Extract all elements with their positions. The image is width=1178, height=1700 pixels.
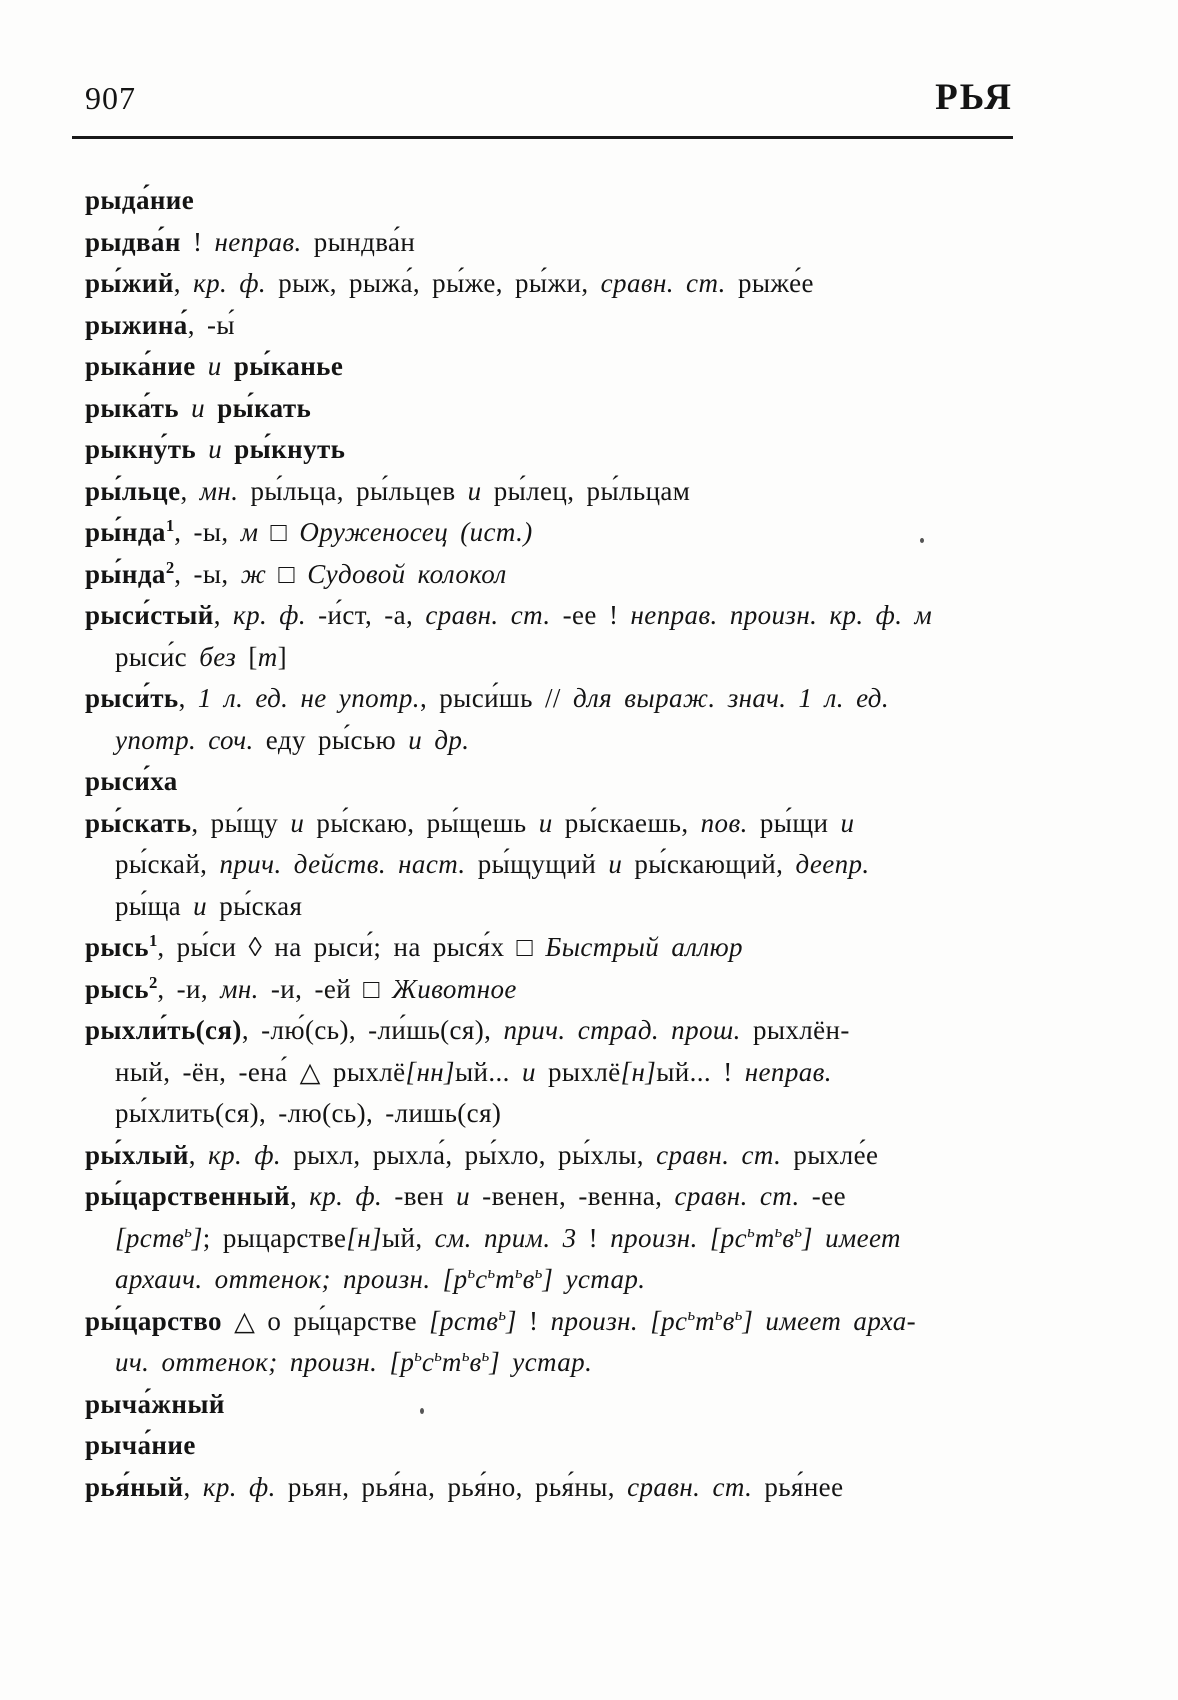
headword: ры́нда xyxy=(85,517,166,547)
headword: ры́льце xyxy=(85,475,181,506)
text-run: ] xyxy=(742,1305,754,1336)
dictionary-entry xyxy=(85,1176,1017,1301)
text-run: неправ. xyxy=(744,1056,832,1087)
text-run: устар. xyxy=(565,1264,646,1294)
text-run: ж xyxy=(240,558,267,589)
text-run: сравн. ст. xyxy=(627,1471,753,1502)
text-run: рья́нее xyxy=(752,1471,844,1502)
text-run: , xyxy=(188,1139,209,1170)
text-run: рыхле́е xyxy=(781,1139,879,1170)
text-run: ] xyxy=(489,1347,501,1377)
text-run: , рыси́шь // xyxy=(419,683,573,713)
text-run: ры́кнуть xyxy=(234,434,346,464)
text-run: , -ы́ xyxy=(187,309,235,340)
headword: рья́ный xyxy=(85,1471,184,1502)
text-run: Животное xyxy=(392,973,517,1004)
dictionary-entry xyxy=(85,346,1017,388)
text-run: сравн. ст. xyxy=(600,268,726,298)
dictionary-entry xyxy=(85,595,1017,678)
text-run: , xyxy=(213,600,234,630)
entries-list xyxy=(85,180,1017,1508)
text-run: [р xyxy=(389,1347,415,1377)
text-run: ры́ская xyxy=(207,890,303,921)
text-run: и xyxy=(193,890,208,921)
headword: рыка́ть xyxy=(85,392,179,423)
dictionary-entry xyxy=(85,388,1017,430)
text-run: в xyxy=(782,1222,795,1253)
text-run: сравн. ст. xyxy=(425,600,551,630)
dictionary-entry xyxy=(85,678,1017,761)
text-run: ры́канье xyxy=(233,351,344,381)
text-run: произн. xyxy=(610,1222,698,1253)
text-run: и xyxy=(195,351,234,381)
dictionary-entry xyxy=(85,1425,1017,1467)
text-run: [рств xyxy=(115,1222,185,1253)
text-run: -ее xyxy=(799,1181,846,1211)
text-run: , xyxy=(173,268,194,298)
text-run: -венен, -венна, xyxy=(470,1181,675,1211)
text-run: □ xyxy=(266,558,308,589)
headword: рыдва́н xyxy=(85,226,181,257)
headword: рыси́ть xyxy=(85,683,179,713)
dictionary-entry xyxy=(85,803,1017,928)
text-run: без xyxy=(199,641,237,672)
text-run: [рс xyxy=(709,1222,748,1253)
text-run: и xyxy=(467,475,482,506)
text-run: т xyxy=(695,1305,715,1336)
text-run: ый, xyxy=(381,1222,435,1253)
text-run: ь xyxy=(498,1304,506,1324)
text-run: мн. xyxy=(220,973,259,1004)
text-run: ь xyxy=(734,1304,743,1324)
text-run: ! xyxy=(180,226,215,257)
text-run: ры́скающий, xyxy=(622,849,796,879)
text-run: кр. ф. xyxy=(193,268,267,298)
text-run: неправ. xyxy=(214,226,302,257)
dictionary-entry xyxy=(85,554,1017,596)
page-header xyxy=(85,76,1013,119)
text-run: и др. xyxy=(408,724,470,755)
text-run: см. прим. 3 xyxy=(434,1222,577,1253)
text-run: 2 xyxy=(148,972,158,992)
text-run: ры́лец, ры́льцам xyxy=(481,475,691,506)
headword: рыда́ние xyxy=(85,185,195,215)
text-run: ры́скай, xyxy=(115,849,220,879)
headword: рыча́жный xyxy=(85,1388,225,1419)
text-run: т xyxy=(754,1222,775,1253)
text-run xyxy=(431,1264,443,1294)
dictionary-entry xyxy=(85,429,1017,471)
headword: ры́царственный xyxy=(85,1181,290,1211)
text-run: , -лю́(сь), -ли́шь(ся), xyxy=(241,1015,504,1045)
text-run: [рс xyxy=(650,1305,688,1336)
text-run: употр. соч. xyxy=(115,724,254,755)
text-run: 1 xyxy=(148,931,158,950)
dictionary-entry xyxy=(85,1010,1017,1135)
dictionary-entry xyxy=(85,180,1017,222)
text-run: ь xyxy=(687,1304,696,1324)
headword: ры́скать xyxy=(85,807,192,838)
text-run xyxy=(813,1223,825,1253)
text-run: ь xyxy=(461,1346,470,1365)
text-run: ь xyxy=(794,1221,802,1241)
text-run: деепр. xyxy=(795,849,870,879)
text-run: рыси́с xyxy=(115,641,200,672)
headword: рыжина́ xyxy=(85,309,188,340)
text-run: и xyxy=(290,807,305,838)
headword: рыкну́ть xyxy=(85,434,197,464)
headword: рысь xyxy=(85,932,149,962)
headword: рысь xyxy=(85,973,149,1004)
text-run: еду ры́сью xyxy=(253,724,409,755)
text-run: ; рыцарстве xyxy=(202,1222,347,1253)
text-run: □ xyxy=(258,517,300,547)
text-run: имеет xyxy=(825,1222,901,1253)
text-run: ь xyxy=(184,1221,192,1241)
text-run xyxy=(500,1347,512,1377)
text-run: и xyxy=(538,807,553,838)
text-run: [р xyxy=(442,1264,468,1294)
text-run: [н] xyxy=(620,1056,657,1087)
text-run: ь xyxy=(487,1263,496,1282)
text-run: ь xyxy=(774,1221,783,1241)
text-run: ! xyxy=(516,1305,551,1336)
headword: рыси́стый xyxy=(85,600,214,630)
headword: рыка́ние xyxy=(85,351,196,381)
text-run: рьян, рья́на, рья́но, рья́ны, xyxy=(275,1471,628,1502)
text-run xyxy=(638,1306,650,1336)
text-run: рыже́е xyxy=(725,268,814,298)
text-run: [ xyxy=(236,641,258,672)
text-run: ] xyxy=(542,1264,554,1294)
text-run: рыхл, рыхла́, ры́хло, ры́хлы, xyxy=(281,1139,657,1170)
headword: рыхли́ть(ся) xyxy=(85,1015,242,1045)
text-run: Судовой колокол xyxy=(307,558,507,589)
text-run: т xyxy=(441,1347,462,1377)
text-run: и xyxy=(456,1181,471,1211)
text-run: ] xyxy=(505,1305,517,1336)
text-run: 2 xyxy=(165,557,175,577)
text-run: рыхлён- xyxy=(740,1015,850,1045)
dictionary-entry xyxy=(85,305,1017,347)
text-run: прич. действ. наст. xyxy=(219,849,466,879)
dictionary-entry xyxy=(85,969,1017,1011)
dictionary-entry xyxy=(85,927,1017,969)
text-run: , -и, xyxy=(157,973,221,1004)
dictionary-entry xyxy=(85,1301,1017,1384)
text-run: с xyxy=(475,1264,488,1294)
text-run: т xyxy=(495,1264,516,1294)
text-run: и xyxy=(179,392,218,423)
dictionary-entry xyxy=(85,263,1017,305)
text-run: и xyxy=(840,807,855,838)
scan-artifact-dot xyxy=(420,1408,424,1414)
text-run: ь xyxy=(747,1221,755,1241)
text-run: и xyxy=(608,849,623,879)
scan-artifact-dot xyxy=(920,538,924,543)
text-run: ый... ! xyxy=(656,1056,745,1087)
text-run xyxy=(753,1306,765,1336)
text-run: ь xyxy=(467,1263,476,1282)
text-run: для выраж. знач. 1 л. ед. xyxy=(572,683,889,713)
text-run: 1 л. ед. не употр. xyxy=(197,683,420,713)
text-run: с xyxy=(421,1347,435,1377)
dictionary-entry xyxy=(85,222,1017,264)
text-run: -ее ! xyxy=(550,600,631,630)
dictionary-entry xyxy=(85,1467,1017,1509)
text-run: прич. страд. прош. xyxy=(503,1015,741,1045)
text-run: ный, -ён, -ена́ △ рыхлё xyxy=(115,1056,406,1087)
text-run: , xyxy=(178,683,198,713)
dictionary-entry xyxy=(85,512,1017,554)
text-run: ! xyxy=(576,1222,611,1253)
headword: ры́жий xyxy=(85,268,174,298)
text-run: ый... xyxy=(454,1056,522,1087)
text-run: , ры́щу xyxy=(191,807,291,838)
text-run: кр. ф. xyxy=(202,1471,276,1502)
text-run: , ры́си ◊ на рыси́; на рыся́х □ xyxy=(157,932,546,962)
dictionary-entry xyxy=(85,1384,1017,1426)
text-run: кр. ф. xyxy=(208,1139,282,1170)
dictionary-entry xyxy=(85,761,1017,803)
text-run: в xyxy=(722,1305,735,1336)
text-run: мн. xyxy=(199,475,239,506)
text-run: △ о ры́царстве xyxy=(221,1305,430,1336)
header-rule xyxy=(72,136,1013,139)
text-run: ры́ща xyxy=(115,890,194,921)
text-run: в xyxy=(522,1264,535,1294)
text-run: в xyxy=(469,1347,482,1377)
text-run: ] xyxy=(191,1222,203,1253)
text-run: [рств xyxy=(429,1305,499,1336)
text-run: и xyxy=(196,434,235,464)
text-run: , xyxy=(180,475,200,506)
text-run: Быстрый аллюр xyxy=(545,932,743,962)
headword: ры́нда xyxy=(85,558,166,589)
text-run: ь xyxy=(714,1304,723,1324)
text-run: ич. оттенок; произн. xyxy=(115,1347,378,1377)
text-run: рыж, рыжа́, ры́же, ры́жи, xyxy=(266,268,601,298)
text-run: рындва́н xyxy=(301,226,416,257)
text-run: ] xyxy=(277,641,288,672)
text-run: [н] xyxy=(346,1222,382,1253)
text-run: ры́льца, ры́льцев xyxy=(238,475,468,506)
text-run: ] xyxy=(801,1222,813,1253)
text-run: ры́щи xyxy=(747,807,841,838)
text-run: , -ы, xyxy=(174,558,241,589)
text-run: т xyxy=(257,641,278,672)
text-run: ры́скаешь, xyxy=(552,807,701,838)
text-run: ь xyxy=(481,1346,490,1365)
text-run: Оруженосец (ист.) xyxy=(299,517,533,547)
text-run: рыхлё xyxy=(535,1056,621,1087)
text-run: , -ы, xyxy=(174,517,241,547)
text-run: кр. ф. xyxy=(309,1181,383,1211)
text-run: устар. xyxy=(512,1347,593,1377)
text-run: сравн. ст. xyxy=(656,1139,782,1170)
text-run: ь xyxy=(414,1346,422,1365)
text-run: кр. ф. xyxy=(233,600,306,630)
text-run: ры́хлить(ся), -лю(сь), -лишь(ся) xyxy=(115,1098,502,1128)
text-run: , xyxy=(289,1181,310,1211)
guide-word: РЬЯ xyxy=(935,77,1013,118)
text-run: архаич. оттенок; произн. xyxy=(115,1264,431,1294)
text-run xyxy=(698,1223,710,1253)
text-run: -вен xyxy=(382,1181,457,1211)
headword: рыси́ха xyxy=(85,766,178,796)
text-run: 1 xyxy=(165,516,175,535)
text-run: [нн] xyxy=(405,1056,455,1087)
text-run: ь xyxy=(534,1263,543,1282)
headword: ры́хлый xyxy=(85,1139,189,1170)
text-run: м xyxy=(240,517,259,547)
headword: рыча́ние xyxy=(85,1430,196,1460)
text-run: -и, -ей □ xyxy=(258,973,393,1004)
text-run: ры́скаю, ры́щешь xyxy=(304,807,539,838)
text-run: ры́кать xyxy=(217,392,312,423)
text-run xyxy=(377,1347,389,1377)
text-run xyxy=(553,1264,565,1294)
text-run: и xyxy=(521,1056,536,1087)
text-run: неправ. произн. кр. ф. м xyxy=(630,600,933,630)
text-run: ры́щущий xyxy=(465,849,609,879)
headword: ры́царство xyxy=(85,1305,222,1336)
text-run: ь xyxy=(434,1346,442,1365)
text-run: ь xyxy=(515,1263,523,1282)
dictionary-entry xyxy=(85,1135,1017,1177)
text-run: , xyxy=(183,1471,203,1502)
text-run: сравн. ст. xyxy=(674,1181,800,1211)
text-run: имеет арха- xyxy=(765,1305,916,1336)
page-number: 907 xyxy=(85,80,136,116)
text-run: -и́ст, -а, xyxy=(306,600,426,630)
text-run: пов. xyxy=(700,807,748,838)
dictionary-entry xyxy=(85,471,1017,513)
text-run: произн. xyxy=(550,1305,639,1336)
